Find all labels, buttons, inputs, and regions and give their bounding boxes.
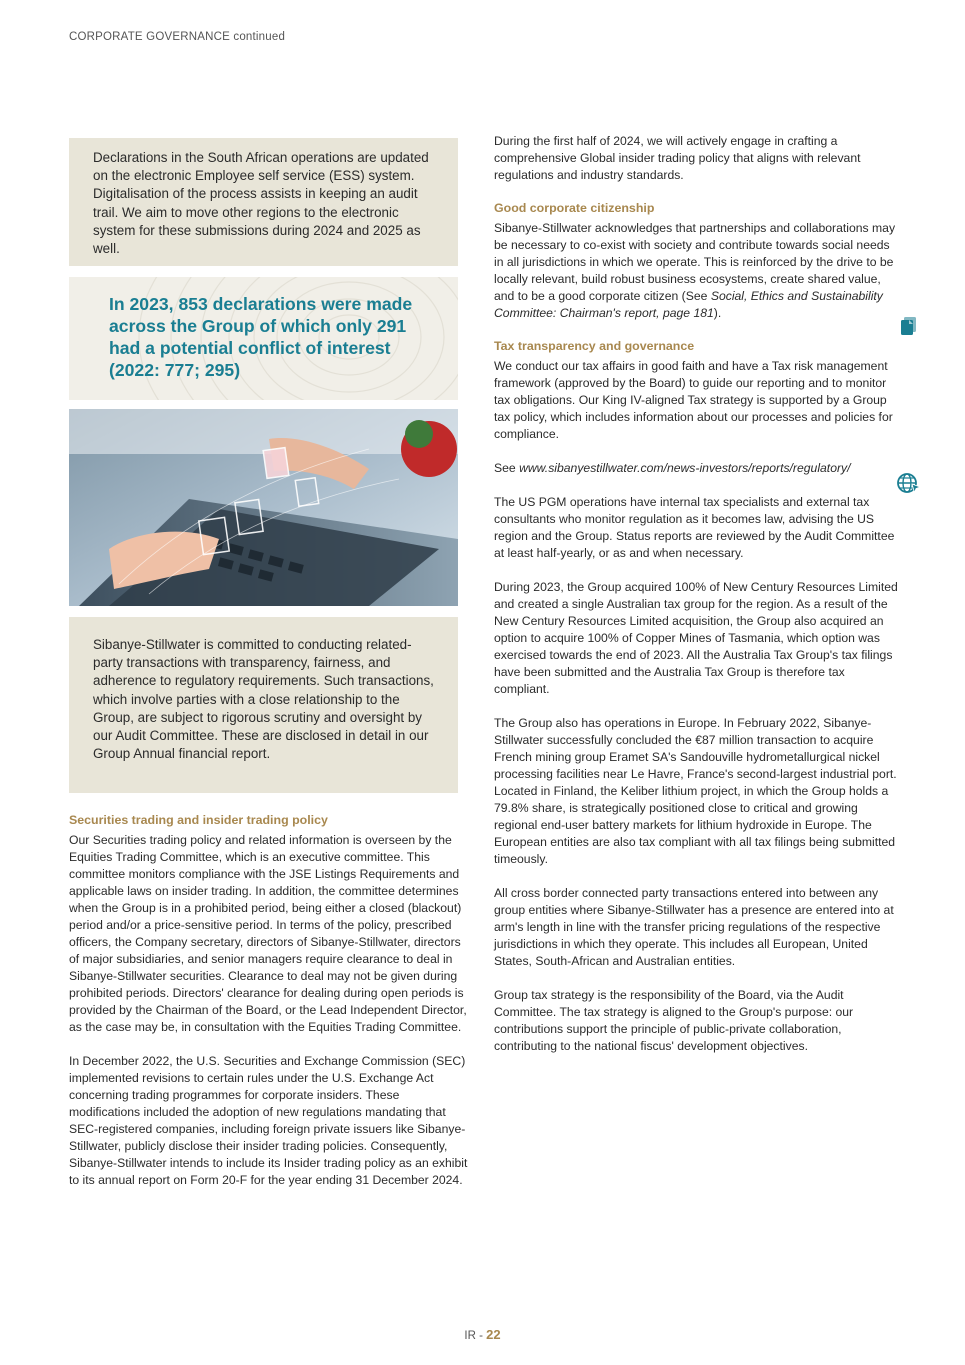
laptop-documents-photo: [69, 409, 458, 606]
securities-trading-paragraph: Our Securities trading policy and related information is overseen by the Equities Trading Committee, which is an executive committee. This committee monitors compliance with the JSE Listings Requirements and applicable laws on insider trading. In addition, the committee determines when the Group is in a prohibited period, being either a closed (blackout) period and/or a price-sensitive period. In terms of the policy, prescribed officers, the Company secretary, directors of Sibanye-Stillwater, directors of major subsidiaries, and senior managers require clearance to deal in Sibanye-Stillwater securities. Clearance to deal may not be given during prohibited periods. Directors' clearance for dealing during open periods is provided by the Chairman of the Board, or the Lead Independent Director, as the case may be, in consultation with the Equities Trading Committee.: [69, 833, 467, 1034]
declarations-text: Declarations in the South African operations are updated on the electronic Employee self service (ESS) system. Digitalisation of the process assists in keeping an audit trail. We aim to move other regions to the electronic system for these submissions during 2024 and 2025 as well.: [93, 150, 429, 257]
see-link-line: See www.sibanyestillwater.com/news-investors/reports/regulatory/: [494, 461, 851, 475]
tax-paragraph-6: Group tax strategy is the responsibility of the Board, via the Audit Committee. The tax strategy is aligned to the Group's purpose: our contributions support the principle of public-private collaboration, contributing to the national fiscus' development objectives.: [494, 988, 854, 1053]
declarations-panel: [69, 138, 458, 266]
page-footer: [0, 1327, 965, 1342]
tax-paragraph-3: During 2023, the Group acquired 100% of New Century Resources Limited and created a single Australian tax group for the region. As a result of the New Century Resources Limited acquisition, the Group also acquired an option to acquire 100% of Copper Mines of Tasmania, which option was exercised towards the end of 2023. All the Australia Tax Group's tax filings have been submitted and the Australia Tax Group is therefore tax compliant.: [494, 580, 898, 696]
right-column: [494, 133, 898, 1072]
left-column: [69, 812, 473, 1206]
related-party-panel: [69, 617, 458, 793]
page-number: 22: [486, 1327, 501, 1342]
tax-paragraph-4: The Group also has operations in Europe. In February 2022, Sibanye-Stillwater successfully concluded the €87 million transaction to acquire French mining group Eramet SA's Sandouville hydrometallurgical nickel processing facilities near Le Havre, France's second-largest industrial port. Located in Finland, the Keliber lithium project, in which the Group holds a 79.8% share, is strategically positioned close to critical and growing regional end-user battery markets for lithium hydroxide in Europe. The European entities are also tax compliant with all tax filings being submitted timeously.: [494, 716, 897, 866]
insider-policy-intro: During the first half of 2024, we will actively engage in crafting a comprehensive Global insider trading policy that aligns with relevant regulations and industry standards.: [494, 134, 861, 182]
sec-rules-paragraph: In December 2022, the U.S. Securities and Exchange Commission (SEC) implemented revisions to certain rules under the U.S. Exchange Act concerning trading programmes for corporate insiders. These modifications included the adoption of new regulations mandating that SEC-registered companies, including foreign private issuers like Sibanye-Stillwater, publicly disclose their insider trading policies. Consequently, Sibanye-Stillwater intends to include its Insider trading policy as an exhibit to its annual report on Form 20-F for the year ending 31 December 2024.: [69, 1054, 468, 1187]
related-party-text: Sibanye-Stillwater is committed to conducting related-party transactions with transparency, fairness, and adherence to regulatory requirements. Such transactions, which involve parties with a close relationship to the Group, are subject to rigorous scrutiny and oversight by our Audit Committee. These are disclosed in detail in our Group Annual financial report.: [93, 637, 434, 762]
footer-prefix: IR -: [464, 1330, 487, 1342]
tax-paragraph-2: The US PGM operations have internal tax specialists and external tax consultants who monitor regulation as it becomes law, advising the US region and the Group. Status reports are reviewed by the Audit Committee at least half-yearly, or as and when necessary.: [494, 495, 895, 560]
citizenship-reference[interactable]: Social, Ethics and Sustainability Committee: Chairman's report, page 181: [494, 289, 883, 320]
citizenship-heading: Good corporate citizenship: [494, 201, 655, 215]
running-header: CORPORATE GOVERNANCE continued: [69, 31, 286, 43]
securities-trading-heading: Securities trading and insider trading policy: [69, 813, 328, 827]
tax-paragraph-1: We conduct our tax affairs in good faith and have a Tax risk management framework (approved by the Board) to guide our reporting and to monitor tax obligations. Our King IV-aligned Tax strategy is supported by a Group tax policy, which includes information about our processes and policies for compliance.: [494, 359, 893, 441]
web-link-icon[interactable]: [897, 472, 921, 494]
citizenship-paragraph: Sibanye-Stillwater acknowledges that partnerships and collaborations may be necessary to co-exist with society and contribute towards social needs in all jurisdictions in which we operate. This is reinforced by the drive to be locally relevant, build robust business ecosystems, create shared value, and to be a good corporate citizen (See Social, Ethics and Sustainability Committee: Chairman's report, page 181).: [494, 221, 896, 320]
tax-paragraph-5: All cross border connected party transactions entered into between any group entities where Sibanye-Stillwater has a presence are entered into at arm's length in line with the transfer pricing regulations of the respective jurisdictions in which they operate. This includes all European, United States, South-African and Australian entities.: [494, 886, 894, 968]
callout-text: In 2023, 853 declarations were made across the Group of which only 291 had a potential conflict of interest (2022: 777; 295): [109, 294, 413, 380]
tax-heading: Tax transparency and governance: [494, 339, 695, 353]
declarations-callout: [69, 277, 458, 400]
regulatory-reports-link[interactable]: www.sibanyestillwater.com/news-investors/reports/regulatory/: [519, 461, 851, 475]
document-reference-icon[interactable]: [900, 316, 918, 336]
